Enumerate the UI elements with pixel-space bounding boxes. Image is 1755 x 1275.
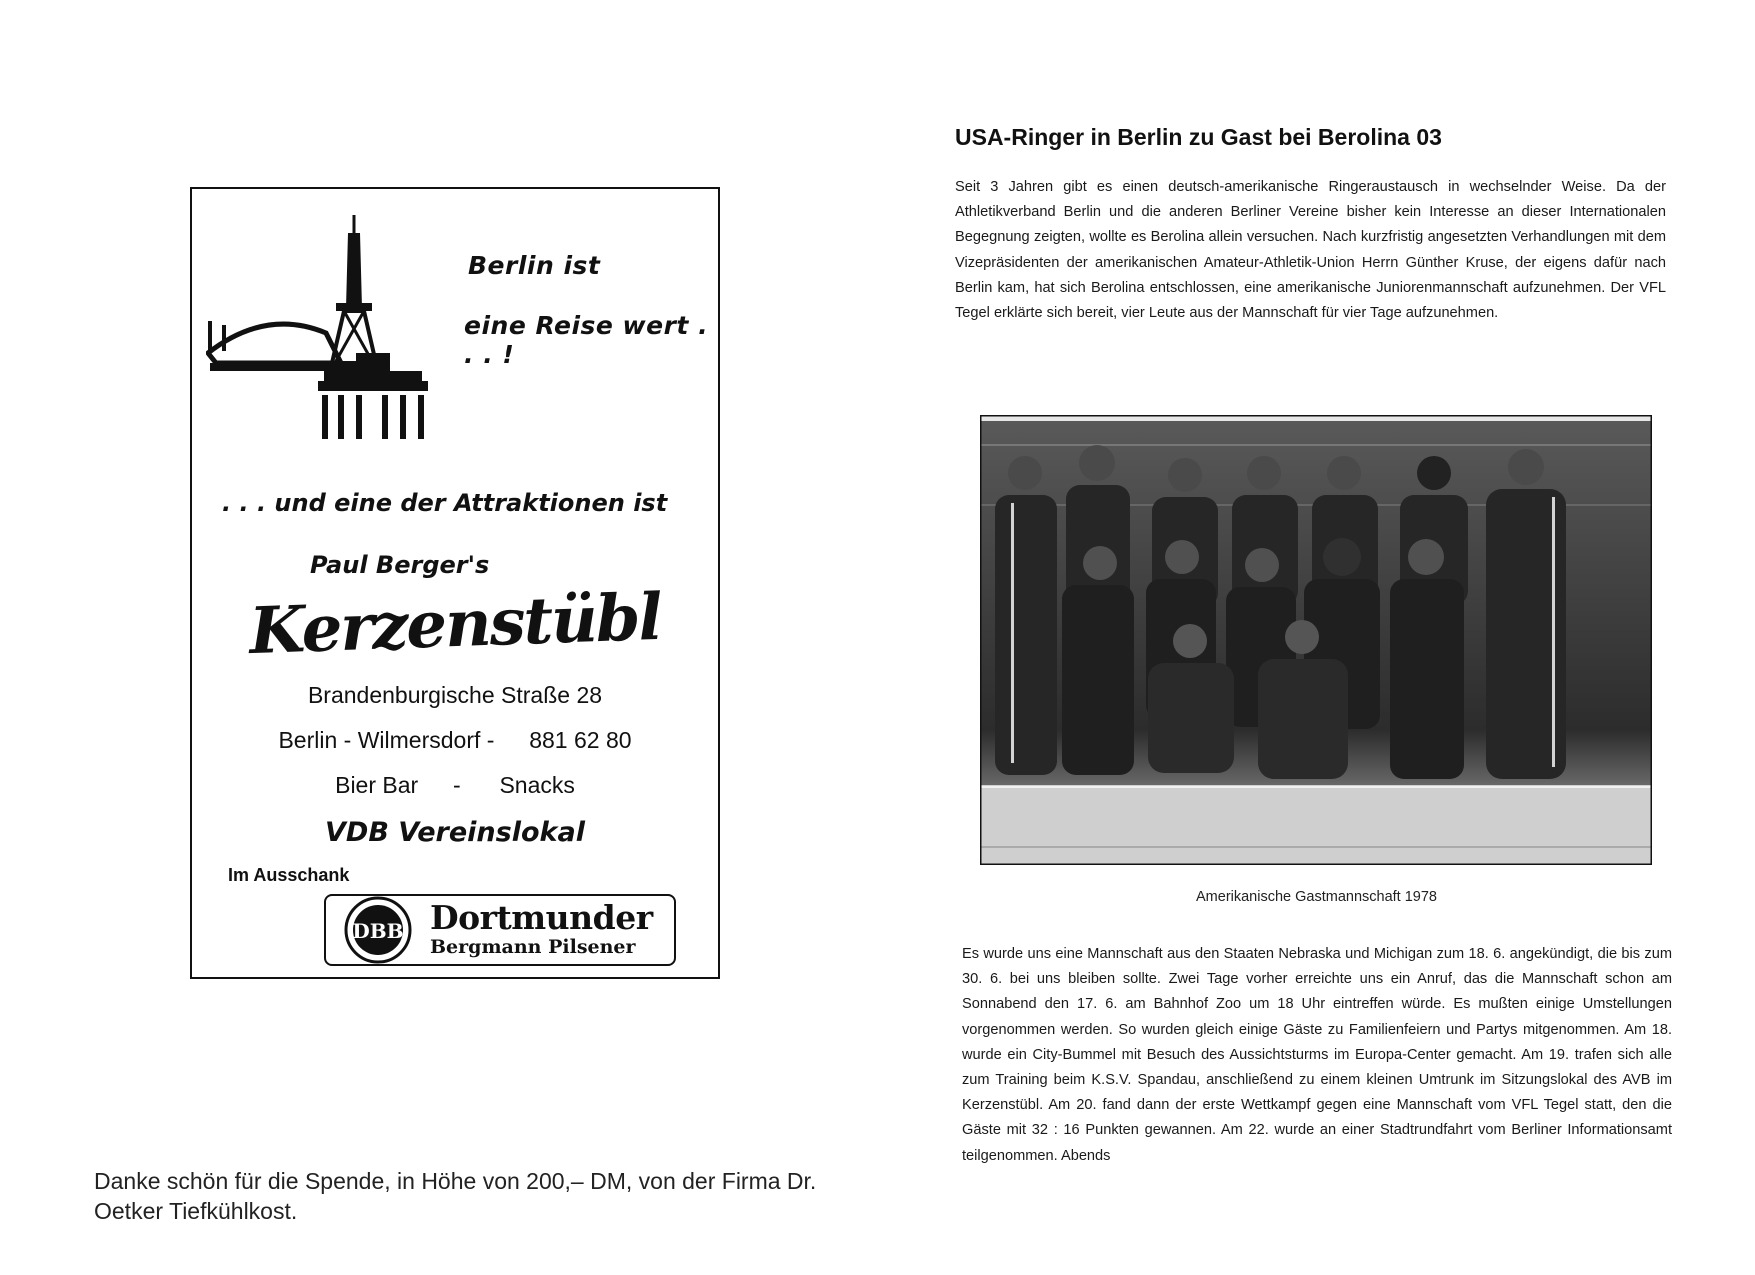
thanks-note: Danke schön für die Spende, in Höhe von 200,– DM, von der Firma Dr. Oetker Tiefkühlkost.	[94, 1168, 817, 1224]
brewery-seal-text: DBB	[352, 919, 404, 943]
team-photo	[980, 415, 1652, 865]
city-phone-line	[192, 727, 718, 754]
offer-bar: Bier Bar	[335, 772, 419, 798]
phone-number: 881 62 80	[529, 727, 632, 753]
tap-label: Im Ausschank	[228, 865, 350, 885]
beer-name: Dortmunder	[430, 898, 653, 937]
offer-line	[192, 772, 718, 799]
article-paragraph-1: Seit 3 Jahren gibt es einen deutsch-amerikanische Ringeraustausch in wechselnder Weise. Da der Athletikverband Berlin und die anderen Berliner Vereine bisher kein Interesse an dieser Internationalen Begegnung zeigten, wollte es Berolina allein versuchen. Nach kurzfristig angesetzten Verhandlungen mit dem Vizepräsidenten der amerikanischen Amateur-Athletik-Union Herrn Günther Kruse, der eigens dafür nach Berlin kam, hat sich Berolina entschlossen, eine amerikanische Juniorenmannschaft aufzunehmen. Der VFL Tegel erklärte sich bereit, vier Leute aus der Mannschaft für vier Tage aufzunehmen.	[955, 179, 1666, 322]
offer-snacks: Snacks	[499, 772, 575, 798]
street-address: Brandenburgische Straße 28	[307, 682, 603, 708]
slogan-line-2: eine Reise wert . . . !	[464, 311, 709, 369]
article-paragraph-2: Es wurde uns eine Mannschaft aus den Staaten Nebraska und Michigan zum 18. 6. angekündigt, die bis zum 30. 6. bei uns bleiben sollte. Zwei Tage vorher erreichte uns ein Anruf, das die Mannschaft schon am Sonnabend den 17. 6. am Bahnhof Zoo um 18 Uhr eintreffen würde. Es mußten einige Umstellungen vorgenommen werden. So wurden gleich einige Gäste zu Familienfeiern und Partys mitgenommen. Am 18. wurde ein City-Bummel mit Besuch des Aussichtsturms im Europa-Center gemacht. Am 19. trafen sich alle zum Training beim K.S.V. Spandau, anschließend zu einem kleinen Umtrunk im Sitzungslokal des AVB im Kerzenstübl. Am 20. fand dann der erste Wettkampf gegen eine Mannschaft vom VFL Tegel statt, den die Gäste mit 32 : 16 Punkten gewannen. Am 22. wurde an einer Stadtrundfahrt vom Berliner Informationsamt teilgenommen. Abends	[962, 946, 1672, 1164]
offer-separator: -	[452, 772, 461, 798]
photo-caption: Amerikanische Gastmannschaft 1978	[1196, 889, 1437, 905]
beer-brand-box	[324, 894, 676, 966]
team-photo-image	[980, 415, 1652, 865]
slogan-line-1: Berlin ist	[468, 251, 601, 280]
city-label: Berlin - Wilmersdorf -	[278, 727, 495, 753]
berlin-landmarks-illustration	[206, 213, 446, 443]
beer-subtitle: Bergmann Pilsener	[430, 936, 636, 958]
advertisement	[190, 187, 720, 979]
right-page	[878, 0, 1755, 1275]
club-note: VDB Vereinslokal	[325, 817, 585, 848]
article-headline: USA-Ringer in Berlin zu Gast bei Berolina 03	[955, 124, 1442, 150]
attraction-line: . . . und eine der Attraktionen ist	[222, 489, 668, 517]
venue-name: Kerzenstübl	[248, 579, 662, 670]
owner-name: Paul Berger's	[310, 551, 490, 579]
brewery-seal-icon	[344, 895, 412, 965]
